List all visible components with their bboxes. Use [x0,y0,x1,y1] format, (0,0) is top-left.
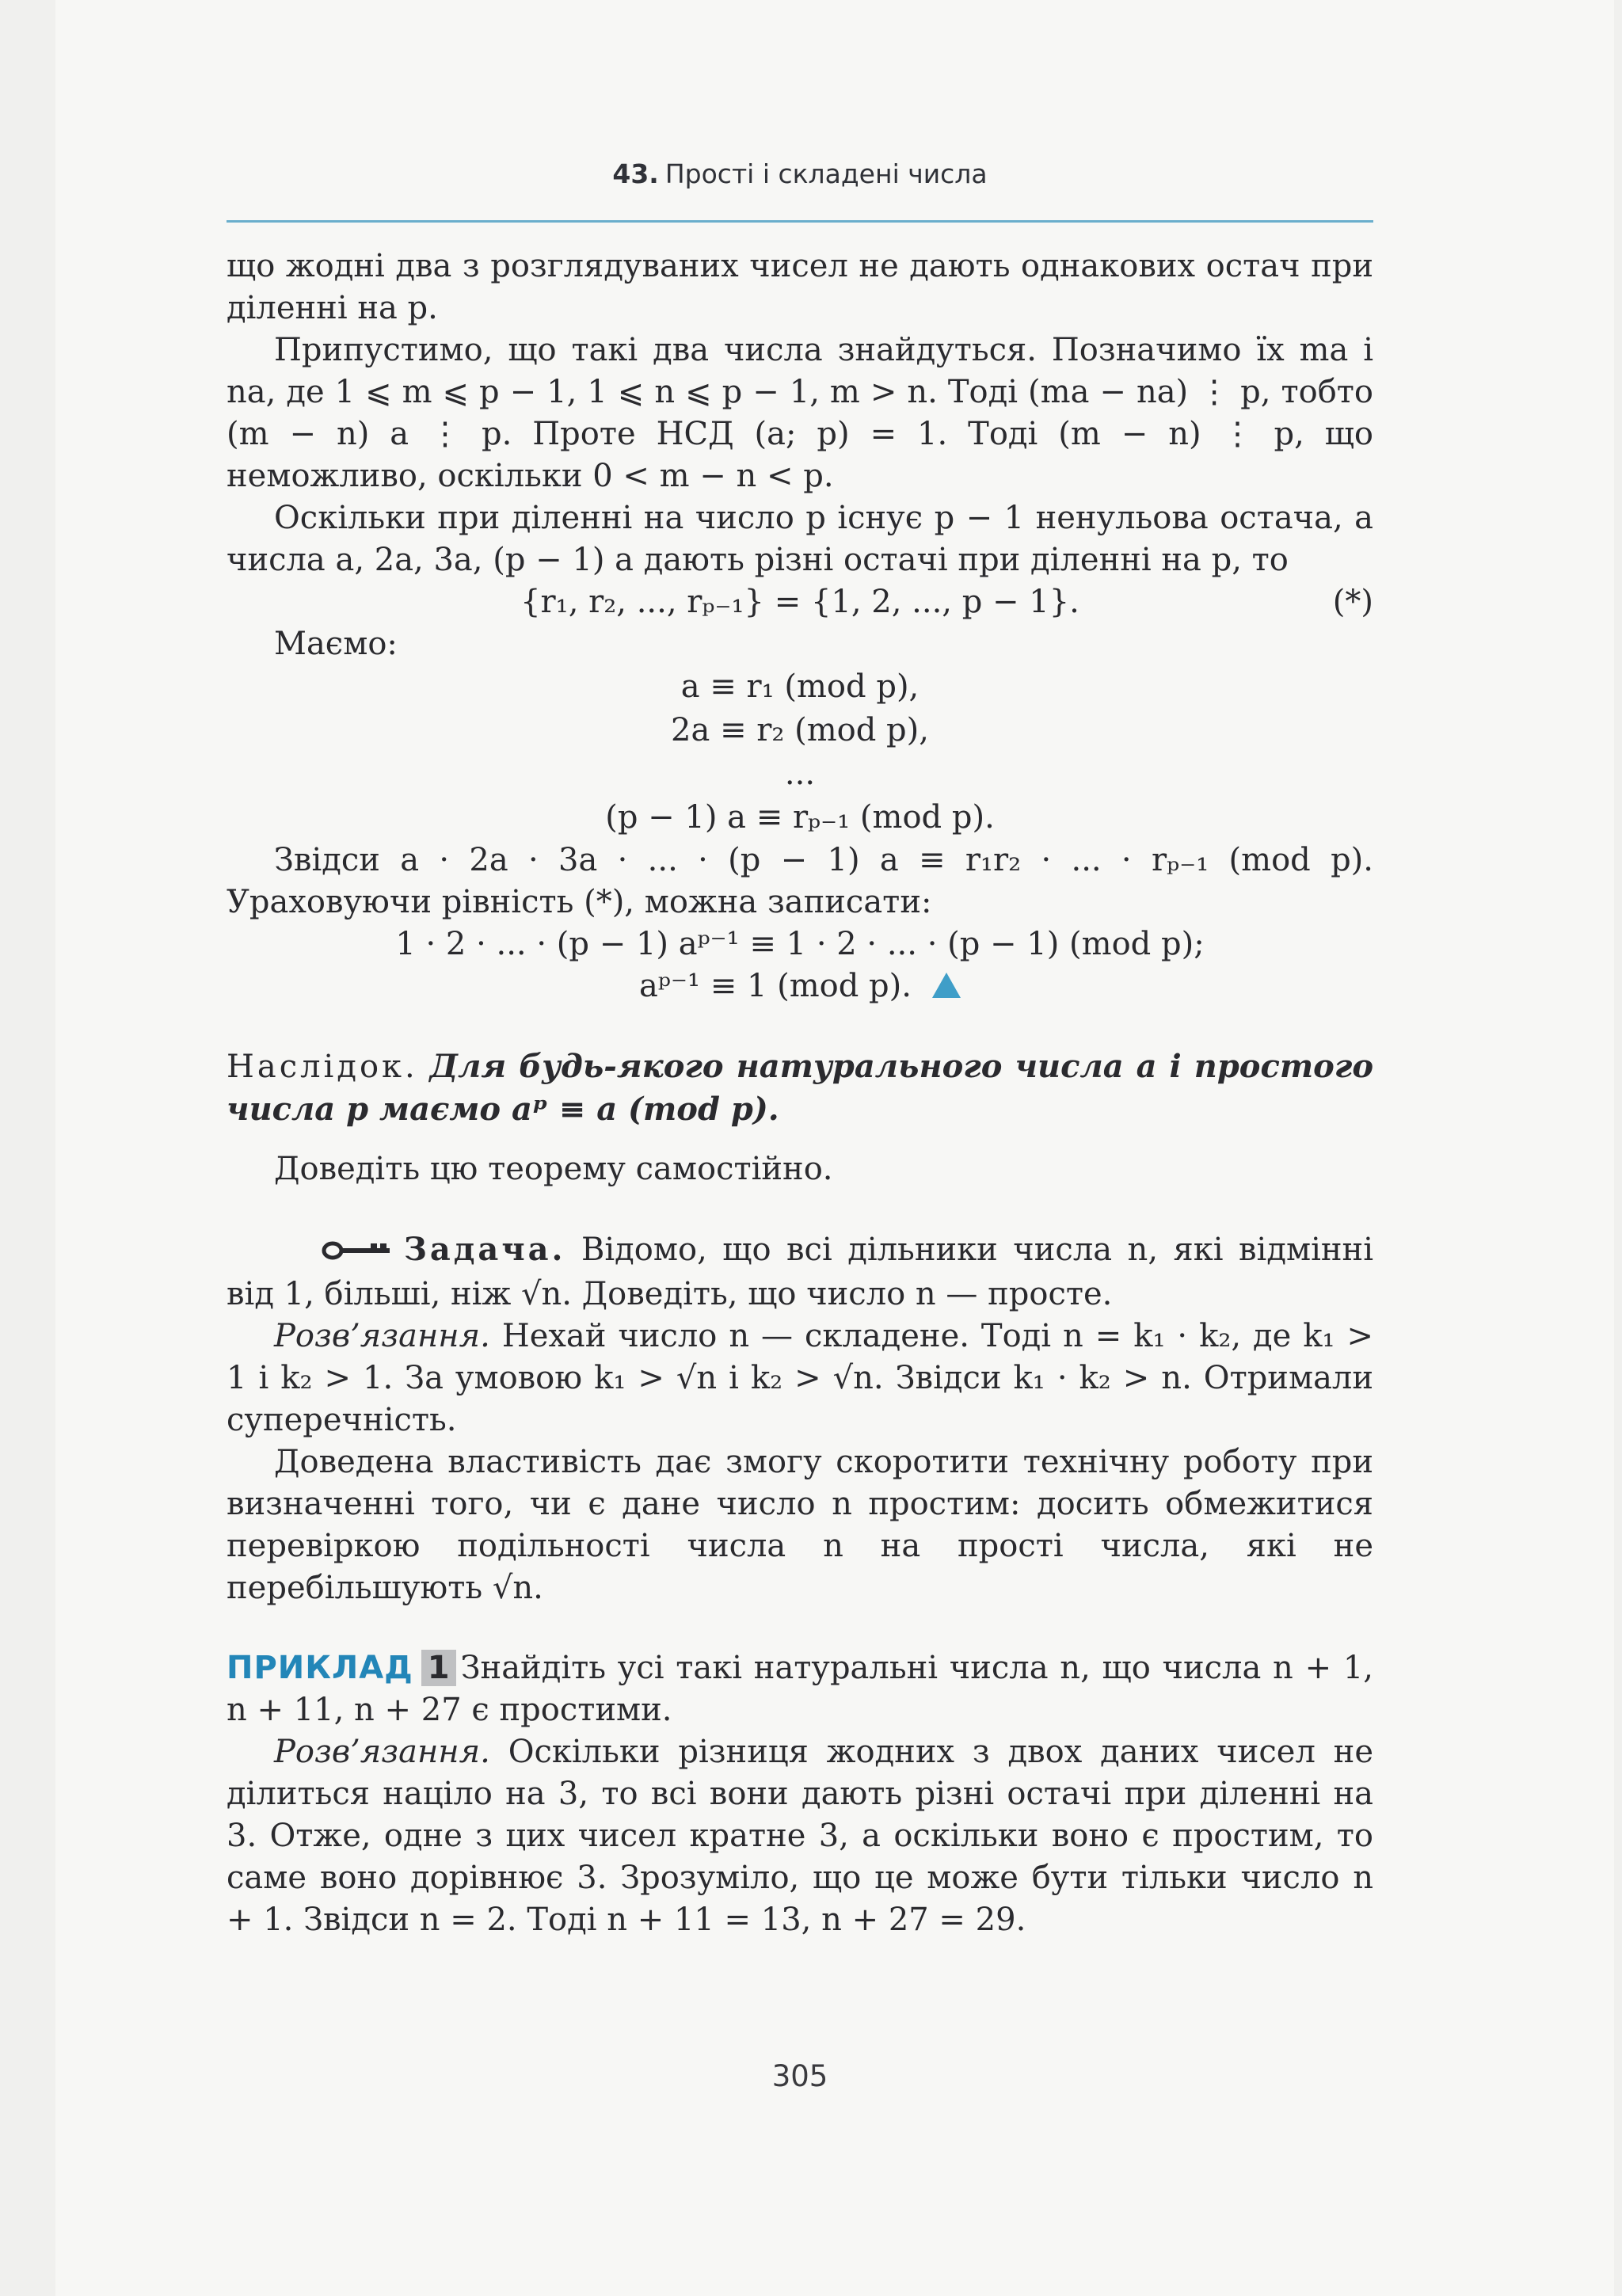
triangle-icon [932,973,961,998]
formula: 1 · 2 · ... · (p − 1) aᵖ⁻¹ ≡ 1 · 2 · ... · (p − 1) (mod p); [395,926,1205,962]
paragraph: що жодні два з розглядуваних чисел не дають однакових остач при діленні на p. [227,248,1373,326]
example [227,1647,1373,1731]
solution-label: Розв’язання. [274,1733,490,1770]
paragraph: Оскільки при діленні на число p існує p − 1 ненульова остача, а числа a, 2a, 3a, (p − 1) a дають різні остачі при діленні на p, то [227,500,1373,578]
spacer [227,1007,1373,1045]
formula-final-expression: aᵖ⁻¹ ≡ 1 (mod p). [639,968,912,1004]
paragraph: Доведена властивість дає змогу скоротити технічну роботу при визначенні того, чи є дане число n простим: досить обмежитися перевіркою подільності числа n на прості числа, які не перебільшують √n. [227,1443,1373,1606]
section-title: Прості і складені числа [664,158,988,189]
task [227,1228,1373,1316]
formula-star-expression: {r₁, r₂, ..., rₚ₋₁} = {1, 2, ..., p − 1}. [520,584,1079,620]
corollary [227,1045,1373,1131]
corollary-text: Для будь-якого натурального числа a і простого числа p маємо aᵖ ≡ a (mod p). [227,1048,1374,1128]
example-number: 1 [421,1650,456,1686]
congruence-line: ... [784,756,816,792]
prove-note: Доведіть цю теорему самостійно. [274,1151,833,1187]
example-label: ПРИКЛАД [227,1649,413,1686]
task-label: Задача. [404,1231,566,1268]
solution-text: Оскільки різниця жодних з двох даних чисел не ділиться націло на 3, то всі вони дають різні остачі при діленні на 3. Отже, одне з цих чисел кратне 3, а оскільки воно є простим, то саме воно дорівнює 3. Зрозуміло, що це може бути тільки число n + 1. Звідси n = 2. Тоді n + 11 = 13, n + 27 = 29. [227,1733,1373,1938]
congruence-system [227,665,1373,840]
congruence-line: (p − 1) a ≡ rₚ₋₁ (mod p). [605,799,995,836]
key-icon [274,1232,393,1274]
section-number: 43. [612,158,659,189]
spacer [227,1131,1373,1148]
header-rule [227,220,1373,223]
formula-star [227,581,1373,623]
page-number: 305 [771,2059,828,2093]
formula-final [227,965,1373,1007]
maemo-label: Маємо: [274,626,398,662]
congruence-line: 2a ≡ r₂ (mod p), [671,712,929,748]
spacer [227,1190,1373,1228]
solution-label: Розв’язання. [274,1317,490,1354]
example-text: Знайдіть усі такі натуральні числа n, що числа n + 1, n + 11, n + 27 є простими. [227,1649,1373,1728]
corollary-label: Наслідок. [227,1049,418,1085]
spacer [227,1609,1373,1647]
task-text: Відомо, що всі дільники числа n, які відмінні від 1, більші, ніж √n. Доведіть, що число n — просте. [227,1232,1373,1312]
paragraph: Припустимо, що такі два числа знайдуться. Позначимо їх ma і na, де 1 ⩽ m ⩽ p − 1, 1 ⩽ n ⩽ p − 1, m > n. Тоді (ma − na) ⋮ p, тобто (m − n) a ⋮ p. Проте НСД (a; p) = 1. Тоді (m − n) ⋮ p, що неможливо, оскільки 0 < m − n < p. [227,332,1373,494]
congruence-line: a ≡ r₁ (mod p), [680,668,920,705]
solution [227,1316,1373,1441]
formula-star-tag: (*) [1332,584,1373,620]
page-body [227,246,1373,1941]
running-head [227,158,1373,215]
solution-text: Нехай число n — складене. Тоді n = k₁ · k₂, де k₁ > 1 і k₂ > 1. За умовою k₁ > √n і k₂ > √n. Звідси k₁ · k₂ > n. Отримали суперечність. [227,1317,1373,1438]
solution [227,1731,1373,1941]
paragraph: Звідси a · 2a · 3a · ... · (p − 1) a ≡ r₁r₂ · ... · rₚ₋₁ (mod p). Ураховуючи рівність (*), можна записати: [227,842,1373,920]
